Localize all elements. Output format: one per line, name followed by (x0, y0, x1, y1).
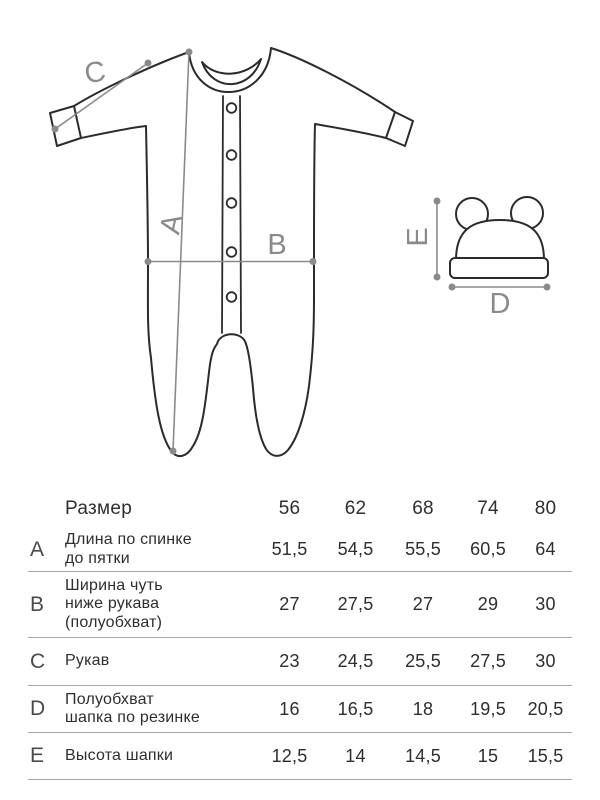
measure-dot (434, 198, 441, 205)
collar-seam (202, 59, 261, 84)
cell-value: 51,5 (271, 539, 308, 559)
row-letter: C (30, 649, 46, 673)
cell-value: 18 (412, 698, 434, 719)
snap-button (227, 150, 237, 160)
cell-value: 54,5 (337, 539, 374, 559)
cell-value: 14,5 (405, 745, 441, 766)
cell-value: 15 (477, 745, 499, 766)
measure-label-a: A (154, 211, 190, 237)
row-letter: A (30, 537, 45, 561)
measure-label-d: D (489, 288, 511, 320)
cell-value: 12,5 (271, 745, 308, 766)
row-description (65, 577, 257, 633)
cell-value: 27,5 (337, 594, 374, 614)
cell-value: 19,5 (470, 698, 506, 719)
snap-button (227, 247, 237, 257)
cell-value: 27 (412, 594, 434, 614)
table-row-a (28, 528, 572, 572)
cell-value: 16 (279, 698, 300, 719)
cell-value: 30 (535, 594, 556, 614)
snap-button (227, 198, 237, 208)
row-description (65, 691, 257, 728)
cell-value: 60,5 (470, 539, 506, 559)
size-column-header: 68 (412, 498, 434, 519)
cell-value: 23 (279, 651, 300, 671)
measure-label-b: B (267, 229, 287, 261)
measure-dot (145, 60, 152, 67)
hat-band (450, 258, 548, 278)
size-column-header: 74 (477, 498, 499, 519)
table-header-row (28, 490, 572, 528)
desc-line: ниже рукава (65, 595, 160, 613)
placket-right-line (240, 96, 241, 333)
table-row-c (28, 638, 572, 686)
measure-dot (186, 49, 193, 56)
cell-value: 55,5 (405, 539, 441, 559)
table-row-b (28, 572, 572, 638)
table-row-e (28, 733, 572, 780)
onesie-drawing (50, 48, 413, 456)
cell-value: 15,5 (527, 745, 564, 766)
desc-line: Высота шапки (65, 746, 174, 764)
placket-left-line (222, 96, 223, 333)
measure-dot (449, 284, 456, 291)
measure-dot (145, 258, 152, 265)
desc-line: до пятки (65, 549, 130, 567)
snap-button (227, 292, 237, 302)
size-column-header: 80 (534, 498, 557, 519)
desc-line: Длина по спинке (65, 531, 192, 548)
table-row-d (28, 686, 572, 733)
cell-value: 27 (279, 594, 300, 614)
measure-label-e: E (402, 227, 434, 247)
size-header-label: Размер (65, 497, 133, 519)
cell-value: 20,5 (527, 698, 564, 719)
size-column-header: 62 (344, 498, 367, 519)
desc-line: шапка по резинке (65, 709, 200, 726)
measure-dot (544, 284, 551, 291)
measure-label-c: C (82, 55, 109, 91)
row-description (65, 652, 257, 671)
cell-value: 64 (535, 539, 556, 559)
desc-line: Полуобхват (65, 690, 154, 708)
desc-line: Ширина чуть (65, 576, 163, 594)
desc-line: (полуобхват) (65, 613, 163, 631)
row-letter: E (30, 744, 45, 767)
row-letter: D (30, 697, 46, 720)
size-table (28, 490, 572, 780)
row-letter: B (30, 592, 45, 616)
row-description (65, 747, 257, 766)
cell-value: 27,5 (470, 651, 506, 671)
desc-line: Рукав (65, 652, 110, 670)
measure-dot (310, 258, 317, 265)
cell-value: 14 (345, 745, 366, 766)
cell-value: 25,5 (405, 651, 441, 671)
cell-value: 29 (477, 594, 499, 614)
measure-dot (170, 448, 177, 455)
cell-value: 30 (535, 651, 556, 671)
measure-dot (52, 126, 59, 133)
row-description (65, 531, 257, 568)
hat-drawing (450, 197, 548, 278)
snap-button (227, 103, 237, 113)
cell-value: 24,5 (337, 651, 374, 671)
size-column-header: 56 (278, 498, 301, 519)
cell-value: 16,5 (337, 698, 374, 719)
measure-dot (434, 274, 441, 281)
